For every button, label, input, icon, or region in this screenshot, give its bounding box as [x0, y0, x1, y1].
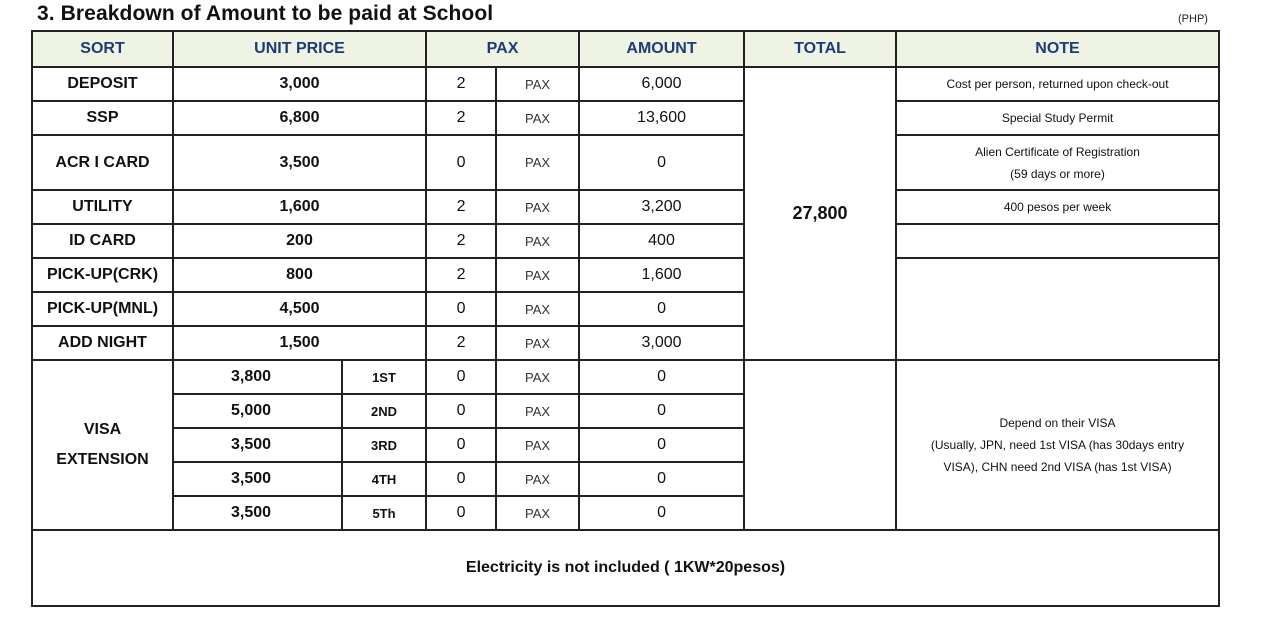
page-title: 3. Breakdown of Amount to be paid at School: [37, 2, 494, 25]
amount-cell: 3,200: [579, 190, 744, 224]
note-cell: Special Study Permit: [896, 101, 1219, 135]
note-cell-empty: [896, 258, 1219, 360]
visa-sort-cell: [32, 360, 173, 530]
amount-cell: 0: [579, 360, 744, 394]
header-row: [32, 31, 1219, 67]
unit-price-cell: 1,600: [173, 190, 426, 224]
sort-cell: ID CARD: [32, 224, 173, 258]
pax-label-cell: PAX: [496, 496, 579, 530]
visa-order-cell: 4TH: [342, 462, 426, 496]
visa-order-cell: 1ST: [342, 360, 426, 394]
pax-label-cell: PAX: [496, 394, 579, 428]
amount-cell: 6,000: [579, 67, 744, 101]
header-total: TOTAL: [744, 31, 896, 67]
pax-count-cell: 0: [426, 135, 496, 190]
sort-cell: ACR I CARD: [32, 135, 173, 190]
visa-unit-price-cell: 3,800: [173, 360, 342, 394]
pax-count-cell: 2: [426, 224, 496, 258]
amount-cell: 3,000: [579, 326, 744, 360]
sort-cell: SSP: [32, 101, 173, 135]
note-cell: [896, 135, 1219, 190]
note-line: Alien Certificate of Registration: [975, 144, 1140, 159]
unit-price-cell: 800: [173, 258, 426, 292]
pax-count-cell: 2: [426, 101, 496, 135]
pax-label-cell: PAX: [496, 224, 579, 258]
pax-count-cell: 2: [426, 326, 496, 360]
unit-price-cell: 3,500: [173, 135, 426, 190]
visa-unit-price-cell: 3,500: [173, 428, 342, 462]
amount-cell: 1,600: [579, 258, 744, 292]
sort-cell: PICK-UP(MNL): [32, 292, 173, 326]
pax-count-cell: 2: [426, 67, 496, 101]
visa-label-line: VISA: [83, 421, 122, 438]
sort-cell: ADD NIGHT: [32, 326, 173, 360]
sort-cell: UTILITY: [32, 190, 173, 224]
header-pax: PAX: [426, 31, 579, 67]
footer-row: [32, 530, 1219, 606]
pax-label-cell: PAX: [496, 67, 579, 101]
note-cell: 400 pesos per week: [896, 190, 1219, 224]
unit-price-cell: 1,500: [173, 326, 426, 360]
total-cell: 27,800: [744, 67, 896, 360]
pax-count-cell: 0: [426, 428, 496, 462]
footer-note: Electricity is not included ( 1KW*20pesos): [32, 530, 1219, 606]
unit-price-cell: 6,800: [173, 101, 426, 135]
sort-cell: PICK-UP(CRK): [32, 258, 173, 292]
note-line: Depend on their VISA: [999, 416, 1116, 430]
sort-cell: DEPOSIT: [32, 67, 173, 101]
pax-label-cell: PAX: [496, 135, 579, 190]
amount-cell: 0: [579, 428, 744, 462]
visa-order-cell: 2ND: [342, 394, 426, 428]
amount-cell: 0: [579, 394, 744, 428]
note-line: (Usually, JPN, need 1st VISA (has 30days entry: [930, 438, 1185, 452]
visa-unit-price-cell: 5,000: [173, 394, 342, 428]
pax-label-cell: PAX: [496, 190, 579, 224]
note-cell: Cost per person, returned upon check-out: [896, 67, 1219, 101]
header-note: NOTE: [896, 31, 1219, 67]
header-unit-price: UNIT PRICE: [173, 31, 426, 67]
table-row: [32, 101, 1219, 135]
table-row: [32, 135, 1219, 190]
amount-cell: 0: [579, 292, 744, 326]
unit-price-cell: 3,000: [173, 67, 426, 101]
note-cell-empty: [896, 224, 1219, 258]
amount-cell: 13,600: [579, 101, 744, 135]
visa-order-cell: 5Th: [342, 496, 426, 530]
visa-order-cell: 3RD: [342, 428, 426, 462]
header-sort: SORT: [32, 31, 173, 67]
currency-label: (PHP): [1178, 13, 1208, 25]
amount-cell: 0: [579, 496, 744, 530]
breakdown-table: [31, 30, 1220, 607]
total-cell-empty: [744, 360, 896, 530]
pax-label-cell: PAX: [496, 292, 579, 326]
pax-count-cell: 2: [426, 190, 496, 224]
pax-label-cell: PAX: [496, 428, 579, 462]
pax-count-cell: 2: [426, 258, 496, 292]
visa-unit-price-cell: 3,500: [173, 462, 342, 496]
visa-row: [32, 360, 1219, 394]
pax-label-cell: PAX: [496, 462, 579, 496]
amount-cell: 0: [579, 135, 744, 190]
pax-label-cell: PAX: [496, 326, 579, 360]
pax-count-cell: 0: [426, 462, 496, 496]
amount-cell: 400: [579, 224, 744, 258]
note-line: VISA), CHN need 2nd VISA (has 1st VISA): [943, 460, 1172, 474]
table-row: [32, 224, 1219, 258]
header-amount: AMOUNT: [579, 31, 744, 67]
pax-label-cell: PAX: [496, 360, 579, 394]
pax-count-cell: 0: [426, 496, 496, 530]
unit-price-cell: 200: [173, 224, 426, 258]
pax-count-cell: 0: [426, 394, 496, 428]
amount-cell: 0: [579, 462, 744, 496]
table-row: [32, 67, 1219, 101]
note-line: (59 days or more): [1010, 166, 1105, 181]
pax-label-cell: PAX: [496, 258, 579, 292]
visa-note-cell: [896, 360, 1219, 530]
pax-count-cell: 0: [426, 360, 496, 394]
unit-price-cell: 4,500: [173, 292, 426, 326]
visa-unit-price-cell: 3,500: [173, 496, 342, 530]
pax-count-cell: 0: [426, 292, 496, 326]
table-row: [32, 258, 1219, 292]
table-row: [32, 190, 1219, 224]
visa-label-line: EXTENSION: [56, 451, 149, 468]
pax-label-cell: PAX: [496, 101, 579, 135]
